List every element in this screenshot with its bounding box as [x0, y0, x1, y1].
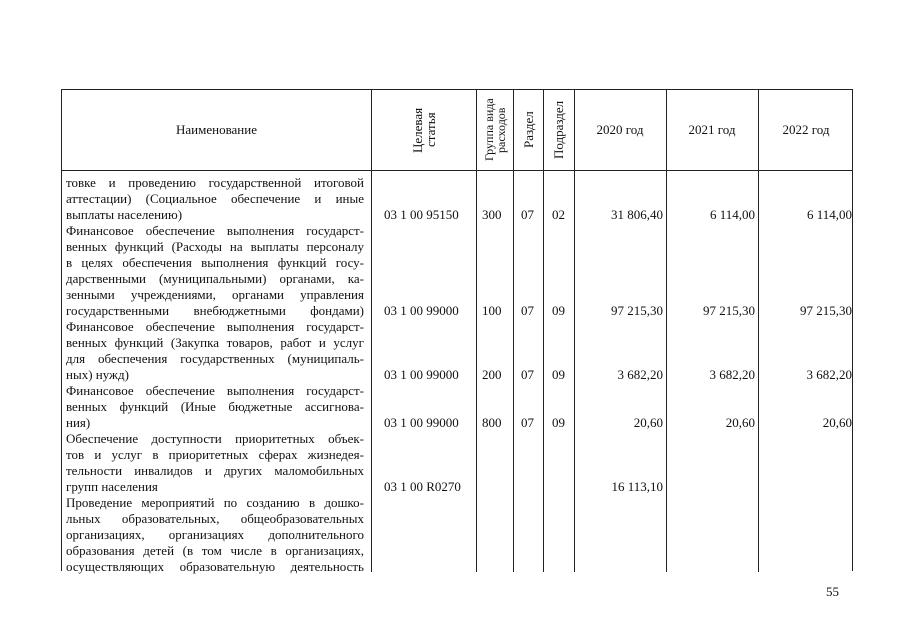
- row-target-article: 03 1 00 R0270: [384, 479, 461, 494]
- header-subsection: Подраздел: [551, 100, 566, 160]
- row-expense-group: 800: [482, 415, 502, 430]
- row-name-line: осуществляющих образовательную деятельность: [66, 559, 364, 574]
- budget-table: [61, 89, 853, 574]
- row-value-2020: 16 113,10: [611, 479, 663, 494]
- row-target-article: 03 1 00 99000: [384, 415, 459, 430]
- row-name-line: венных функций (Расходы на выплаты персоналу: [66, 239, 364, 254]
- row-name-line: Финансовое обеспечение выполнения государст-: [66, 319, 364, 334]
- row-expense-group: 200: [482, 367, 502, 382]
- row-subsection: 09: [552, 367, 565, 382]
- row-name-line: тельности инвалидов и других маломобильных: [66, 463, 364, 478]
- row-value-2020: 31 806,40: [611, 207, 663, 222]
- row-target-article: 03 1 00 99000: [384, 303, 459, 318]
- row-name-line: Проведение мероприятий по созданию в дошко-: [66, 495, 364, 510]
- row-name-line: образования детей (в том числе в организациях,: [66, 543, 364, 558]
- page-number: 55: [826, 584, 839, 599]
- row-name-line: для обеспечения государственных (муниципаль-: [66, 351, 364, 366]
- row-value-2021: 97 215,30: [703, 303, 755, 318]
- row-value-2021: 20,60: [725, 415, 755, 430]
- row-section: 07: [521, 415, 534, 430]
- row-value-2022: 20,60: [822, 415, 852, 430]
- row-value-2020: 3 682,20: [617, 367, 663, 382]
- header-year-2021: 2021 год: [688, 122, 736, 137]
- row-name-line: групп населения: [66, 479, 158, 494]
- row-name-line: организациях, организациях дополнительного: [66, 527, 364, 542]
- row-name-line: зенными учреждениями, органами управления: [66, 287, 364, 302]
- row-name-line: венных функций (Закупка товаров, работ и услуг: [66, 335, 364, 350]
- row-value-2021: 3 682,20: [709, 367, 755, 382]
- row-subsection: 09: [552, 415, 565, 430]
- row-value-2022: 97 215,30: [800, 303, 852, 318]
- row-name-line: государственными внебюджетными фондами): [66, 303, 364, 318]
- row-name-line: товке и проведению государственной итоговой: [66, 175, 364, 190]
- row-section: 07: [521, 367, 534, 382]
- row-name-line: аттестации) (Социальное обеспечение и иные: [66, 191, 364, 206]
- row-subsection: 02: [552, 207, 565, 222]
- row-name-line: венных функций (Иные бюджетные ассигнова-: [66, 399, 364, 414]
- row-expense-group: 100: [482, 303, 502, 318]
- row-expense-group: 300: [482, 207, 502, 222]
- row-section: 07: [521, 207, 534, 222]
- row-name-line: ния): [66, 415, 91, 430]
- header-separator: [62, 170, 852, 171]
- row-name-line: Обеспечение доступности приоритетных объек-: [66, 431, 364, 446]
- row-name-line: ных) нужд): [66, 367, 129, 382]
- row-value-2020: 20,60: [633, 415, 663, 430]
- header-year-2020: 2020 год: [596, 122, 644, 137]
- header-year-2022: 2022 год: [782, 122, 830, 137]
- header-expense-group: Группа вида расходов: [481, 98, 508, 162]
- row-name-line: Финансовое обеспечение выполнения государст-: [66, 223, 364, 238]
- row-name-line: тов и услуг в приоритетных сферах жизнедея-: [66, 447, 364, 462]
- row-value-2022: 6 114,00: [806, 207, 852, 222]
- header-section: Раздел: [520, 111, 536, 149]
- row-name-line: льных образовательных, общеобразовательных: [66, 511, 364, 526]
- row-name-line: дарственными (муниципальными) органами, ка-: [66, 271, 364, 286]
- row-section: 07: [521, 303, 534, 318]
- row-name-line: выплаты населению): [66, 207, 183, 222]
- row-value-2022: 3 682,20: [806, 367, 852, 382]
- header-target-article: Целевая статья: [409, 107, 438, 153]
- row-subsection: 09: [552, 303, 565, 318]
- header-name: Наименование: [176, 122, 257, 137]
- row-target-article: 03 1 00 95150: [384, 207, 459, 222]
- row-value-2021: 6 114,00: [709, 207, 755, 222]
- row-target-article: 03 1 00 99000: [384, 367, 459, 382]
- row-value-2020: 97 215,30: [611, 303, 663, 318]
- row-name-line: в целях обеспечения выполнения функций госу-: [66, 255, 364, 270]
- row-name-line: Финансовое обеспечение выполнения государст-: [66, 383, 364, 398]
